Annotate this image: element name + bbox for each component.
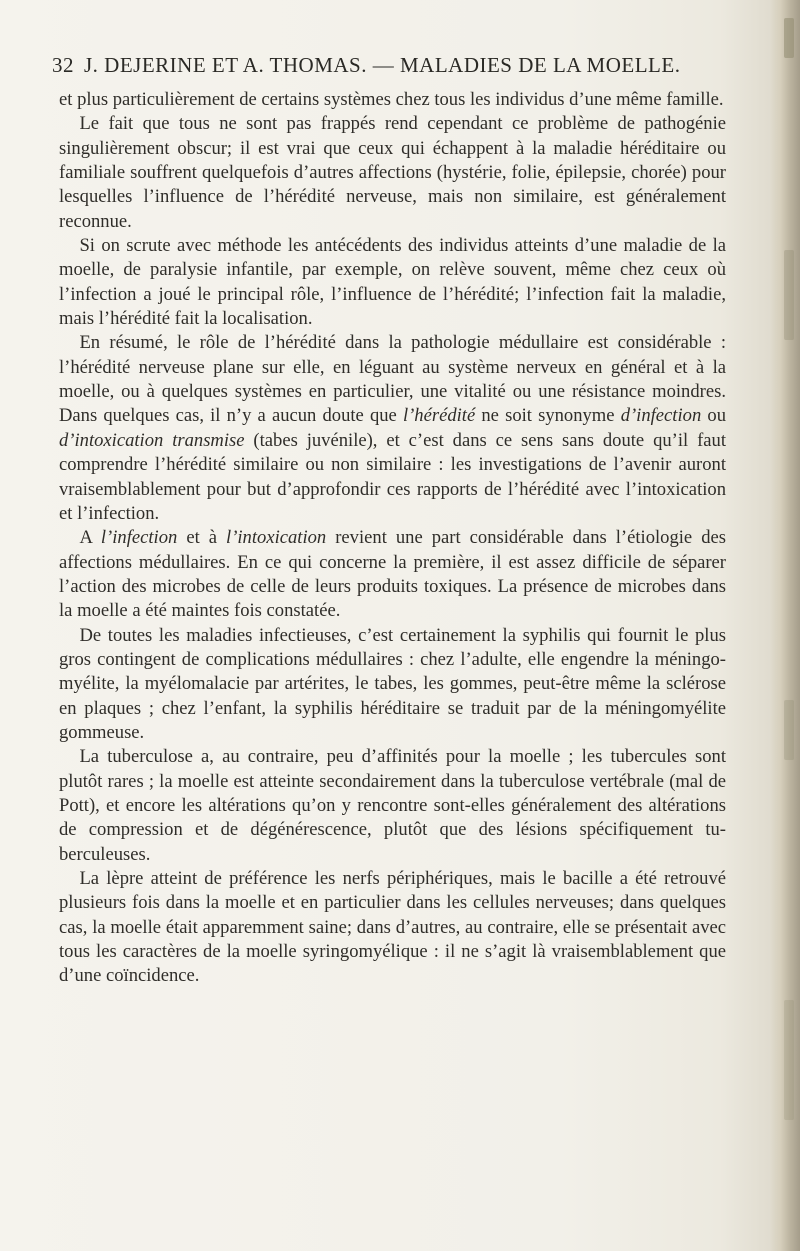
text-run: A [79, 527, 101, 549]
gutter-stain [784, 250, 794, 340]
paragraph [59, 234, 726, 331]
gutter-stain [784, 18, 794, 58]
paragraph [59, 526, 726, 623]
text-run: En résumé, le rôle de l’hérédité dans la pathologie médullaire est considérable : l’hérédité nerveuse plane sur elle, en léguant au système nerveux en général et à la moelle, ou à quelques systèmes en particulier, une vitalité ou une résistance moindres. Dans quelques cas, il n’y a aucun doute que [59, 332, 726, 427]
text-run: et plus particulièrement de certains systèmes chez tous les individus d’une même famille. [59, 89, 724, 110]
italic-term: l’infection [100, 527, 178, 549]
text-run: La tuberculose a, au contraire, peu d’affinités pour la moelle ; les tubercules sont plutôt rares ; la moelle est atteinte secondairement dans la tuberculose vertébrale (mal de Pott), et encore les altérations qu’on y rencontre sont-elles généralement des altérations de compression et de dégénérescence, plutôt que des lésions spécifiquement tuberculeuses. [59, 746, 726, 865]
running-header [52, 53, 742, 78]
text-run: De toutes les maladies infectieuses, c’est certainement la syphilis qui fournit le plus gros contingent de complications médullaires : chez l’adulte, elle engendre la méningo-myélite, la myélomalacie par artérites, le tabes, les gommes, peut-être même la sclérose en plaques ; chez l’enfant, la syphilis héréditaire se traduit par de la méningomyélite gommeuse. [59, 624, 726, 743]
paragraph [59, 745, 726, 867]
page-gutter-shadow [770, 0, 800, 1251]
paragraph [59, 112, 726, 234]
paragraph [59, 867, 726, 989]
text-run: Si on scrute avec méthode les antécédents des individus atteints d’une maladie de la moelle, de paralysie infantile, par exemple, on relève souvent, même chez ceux où l’infection a joué le principal rôle, l’influence de l’hérédité; l’infection fait la maladie, mais l’hérédité fait la localisation. [59, 235, 726, 330]
text-run: et à [177, 527, 227, 549]
italic-term: l’hérédité [402, 405, 476, 427]
paragraph [59, 331, 726, 526]
paragraph [59, 88, 726, 112]
text-run: (tabes juvénile), et c’est dans ce sens sans doute qu’il faut comprendre l’hérédité similaire ou non similaire : les investigations de l’avenir auront vraisemblablement pour but d’approfondir ces rapports de l’hérédité avec l’intoxication et l’infection. [59, 429, 726, 524]
italic-term: d’intoxication transmise [59, 429, 245, 451]
text-run: Le fait que tous ne sont pas frappés rend cependant ce problème de pathogénie singulièrement obscur; il est vrai que ceux qui échappent à la maladie héréditaire ou familiale souffrent quelquefois d’autres affections (hystérie, folie, épilepsie, chorée) pour lesquelles l’influence de l’hérédité nerveuse, mais non similaire, est généralement reconnue. [59, 113, 726, 232]
text-run: ou [701, 405, 726, 427]
body-text [59, 88, 726, 989]
text-run: revient une part considérable dans l’étiologie des affections médullaires. En ce qui concerne la première, il est assez difficile de séparer l’action des microbes de celle de leurs produits toxiques. La présence de microbes dans la moelle a été maintes fois constatée. [59, 527, 726, 622]
gutter-stain [784, 1000, 794, 1120]
gutter-stain [784, 700, 794, 760]
italic-term: l’intoxication [226, 527, 327, 549]
italic-term: d’infection [620, 405, 702, 427]
paragraph [59, 624, 726, 746]
text-run: ne soit synonyme [475, 405, 621, 427]
running-title: J. DEJERINE ET A. THOMAS. — MALADIES DE LA MOELLE. [84, 53, 681, 77]
page-number: 32 [52, 53, 74, 77]
text-run: La lèpre atteint de préférence les nerfs périphériques, mais le bacille a été retrouvé plusieurs fois dans la moelle et en particulier dans les cellules nerveuses; dans quelques cas, la moelle était apparemment saine; dans d’autres, au contraire, elle se présentait avec tous les caractères de la moelle syringomyélique : il ne s’agit là vraisemblablement que d’une coïncidence. [59, 868, 726, 987]
